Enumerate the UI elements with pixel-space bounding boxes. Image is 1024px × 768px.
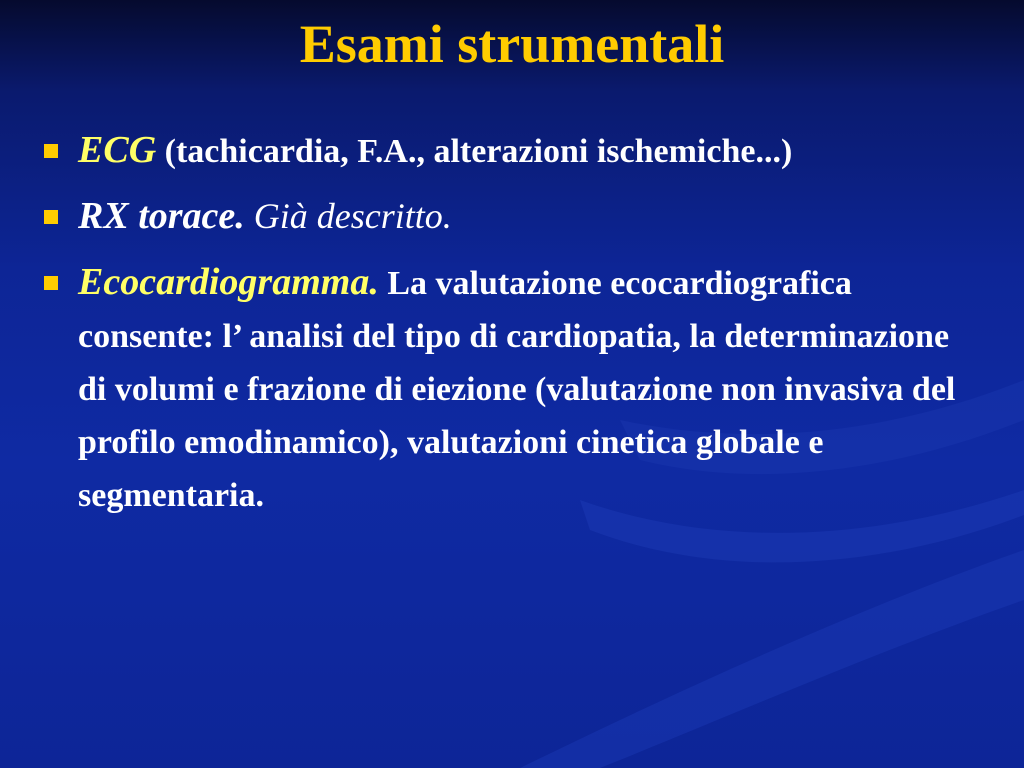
rx-torace-note: Già descritto. <box>244 196 452 236</box>
bullet-ecg <box>40 124 980 178</box>
square-bullet-icon <box>44 210 58 224</box>
term-ecg: ECG <box>78 129 157 171</box>
square-bullet-icon <box>44 276 58 290</box>
term-rx-torace: RX torace. <box>78 195 245 237</box>
slide-title: Esami strumentali <box>299 14 725 74</box>
ecg-description: (tachicardia, F.A., alterazioni ischemiche...) <box>156 133 793 170</box>
bullet-ecocardiogramma <box>40 256 980 522</box>
term-ecocardiogramma: Ecocardiogramma. <box>78 261 379 303</box>
ecocardiogramma-description: La valutazione ecocardiografica consente: l’ analisi del tipo di cardiopatia, la determinazione di volumi e frazione di eiezione (valutazione non invasiva del profilo emodinamico), valutazioni cinetica globale e segmentaria. <box>78 265 956 514</box>
bullet-list <box>40 124 980 534</box>
square-bullet-icon <box>44 144 58 158</box>
bullet-rx-torace <box>40 190 980 244</box>
